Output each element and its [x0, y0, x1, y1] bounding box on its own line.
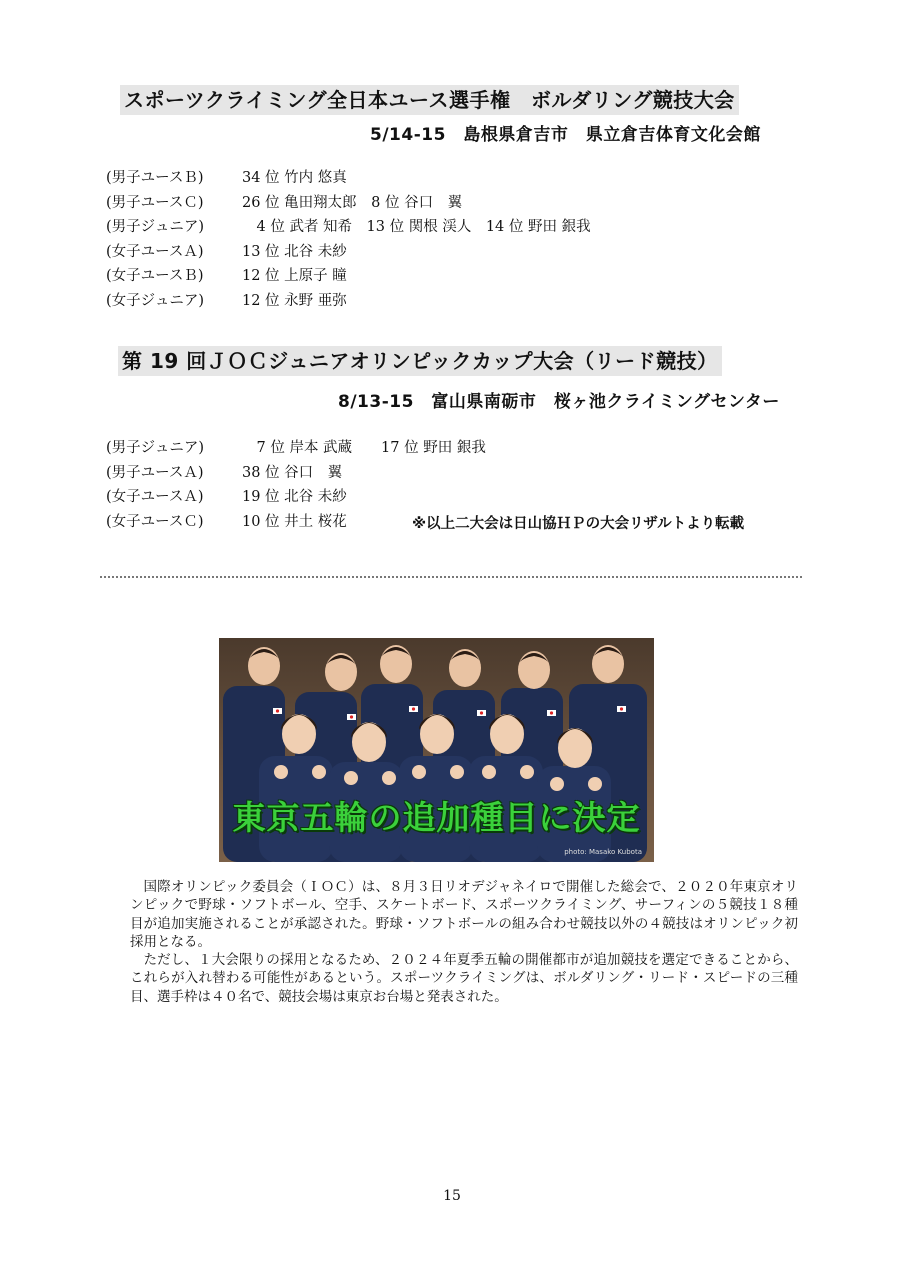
result-row	[106, 166, 591, 191]
result-category: (女子ユースＡ)	[106, 489, 204, 505]
result-text: 12 位 永野 亜弥	[242, 292, 347, 309]
result-text: 7 位 岸本 武蔵 17 位 野田 銀我	[242, 440, 486, 456]
result-row	[106, 461, 486, 486]
result-text: 10 位 井土 桜花	[242, 513, 347, 530]
result-row	[106, 485, 486, 510]
result-category: (男子ユースＢ)	[106, 170, 204, 186]
section2-venue: 8/13-15 富山県南砺市 桜ヶ池クライミングセンター	[338, 392, 780, 412]
section1-venue: 5/14-15 島根県倉吉市 県立倉吉体育文化会館	[370, 125, 761, 145]
result-category: (女子ユースＡ)	[106, 243, 204, 260]
article-paragraph: ただし、１大会限りの採用となるため、２０２４年夏季五輪の開催都市が追加競技を選定できることから、これらが入れ替わる可能性があるという。スポーツクライミングは、ボルダリング・リード・スピードの三種目、選手枠は４０名で、競技会場は東京お台場と発表された。	[130, 952, 798, 1005]
result-row	[106, 215, 591, 240]
result-category: (男子ジュニア)	[106, 219, 205, 235]
result-category: (女子ユースＢ)	[106, 268, 204, 284]
source-note: ※以上二大会は日山協ＨＰの大会リザルトより転載	[412, 516, 745, 532]
result-text: 19 位 北谷 未紗	[242, 489, 347, 505]
article-paragraph: 国際オリンピック委員会（ＩＯＣ）は、８月３日リオデジャネイロで開催した総会で、２０２０年東京オリンピックで野球・ソフトボール、空手、スケートボード、スポーツクライミング、サーフィンの５競技１８種目が追加実施されることが承認された。野球・ソフトボールの組み合わせ競技以外の４競技はオリンピック初採用となる。	[130, 879, 798, 950]
page-number: 15	[443, 1188, 461, 1204]
result-text: 12 位 上原子 瞳	[242, 268, 347, 284]
result-row	[106, 191, 591, 216]
result-text: 38 位 谷口 翼	[242, 464, 343, 481]
section1-results	[106, 166, 591, 313]
team-photo	[219, 638, 654, 862]
result-row	[106, 264, 591, 289]
result-text: 4 位 武者 知希 13 位 関根 渓人 14 位 野田 銀我	[242, 219, 591, 235]
result-category: (女子ユースＣ)	[106, 513, 204, 530]
section2-title: 第 19 回ＪＯＣジュニアオリンピックカップ大会（リード競技）	[118, 346, 722, 376]
result-text: 34 位 竹内 悠真	[242, 170, 347, 186]
result-category: (男子ユースＣ)	[106, 194, 204, 211]
result-text: 13 位 北谷 未紗	[242, 243, 347, 260]
result-category: (男子ジュニア)	[106, 440, 205, 456]
result-row	[106, 436, 486, 461]
section-divider	[100, 576, 802, 580]
article-body	[130, 878, 798, 1006]
section1-title: スポーツクライミング全日本ユース選手権 ボルダリング競技大会	[120, 85, 739, 115]
photo-credit: photo: Masako Kubota	[564, 848, 642, 856]
result-text: 26 位 亀田翔太郎 8 位 谷口 翼	[242, 194, 463, 211]
result-row	[106, 240, 591, 265]
result-category: (女子ジュニア)	[106, 292, 205, 309]
result-row	[106, 289, 591, 314]
result-category: (男子ユースＡ)	[106, 464, 204, 481]
photo-caption: 東京五輪の追加種目に決定	[232, 798, 641, 837]
